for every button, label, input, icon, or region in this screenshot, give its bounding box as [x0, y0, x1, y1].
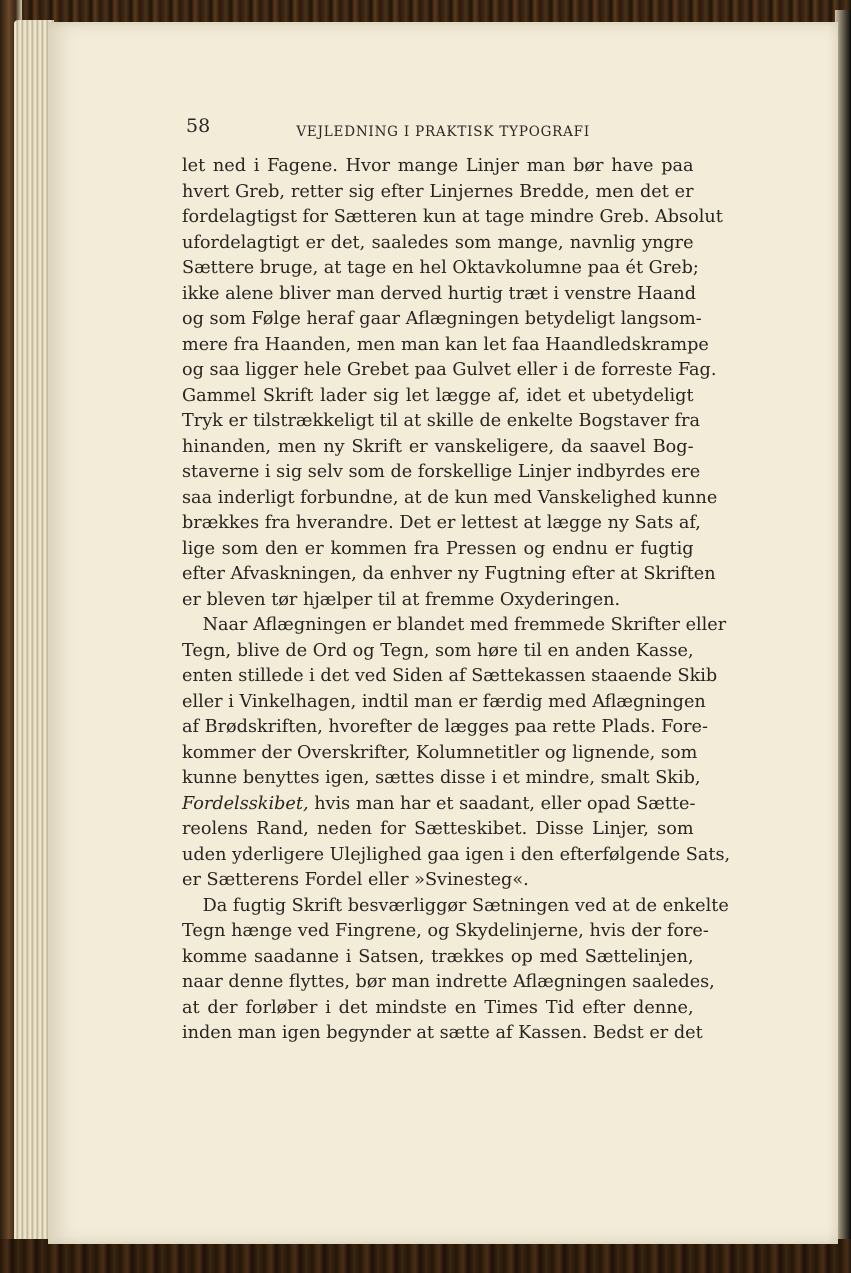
text-line: Tegn hænge ved Fingrene, og Skydelinjerne, hvis der fore-: [182, 920, 709, 941]
text-line: Gammel Skrift lader sig let lægge af, idet et ubetydeligt: [182, 384, 694, 406]
text-line: hinanden, men ny Skrift er vanskeligere, da saavel Bog-: [182, 435, 694, 457]
text-line: Da fugtig Skrift besværliggør Sætningen ved at de enkelte: [202, 894, 729, 916]
text-line: inden man igen begynder at sætte af Kassen. Bedst er det: [182, 1022, 703, 1043]
text-line: enten stillede i det ved Siden af Sættekassen staaende Skib: [182, 665, 718, 686]
text-line: ikke alene bliver man derved hurtig træt i venstre Haand: [182, 282, 697, 304]
text-line: Sættere bruge, at tage en hel Oktavkolumne paa ét Greb;: [182, 257, 699, 278]
text-line: fordelagtigst for Sætteren kun at tage mindre Greb. Absolut: [182, 206, 723, 227]
text-line: eller i Vinkelhagen, indtil man er færdig med Aflægningen: [182, 690, 706, 712]
text-line: mere fra Haanden, men man kan let faa Haandledskrampe: [182, 333, 709, 355]
text-line: kommer der Overskrifter, Kolumnetitler og lignende, som: [182, 741, 698, 763]
body-text: [182, 153, 731, 1046]
text-line: saa inderligt forbundne, at de kun med Vanskelighed kunne: [182, 486, 718, 508]
text-line: at der forløber i det mindste en Times Tid efter denne,: [182, 996, 694, 1018]
text-line: brækkes fra hverandre. Det er lettest at lægge ny Sats af,: [182, 512, 701, 533]
running-head: VEJLEDNING I PRAKTISK TYPOGRAFI: [296, 124, 590, 140]
text-line: uden yderligere Ulejlighed gaa igen i den efterfølgende Sats,: [182, 843, 731, 865]
text-line-with-italic: [182, 791, 694, 817]
book-binding-bottom: [0, 1239, 851, 1273]
page-header: [186, 114, 590, 154]
page-number: 58: [186, 115, 211, 137]
text-line: ufordelagtigt er det, saaledes som mange, navnlig yngre: [182, 231, 694, 253]
text-line: efter Afvaskningen, da enhver ny Fugtning efter at Skriften: [182, 563, 716, 584]
text-line: Tryk er tilstrækkeligt til at skille de enkelte Bogstaver fra: [182, 410, 700, 431]
text-line: og saa ligger hele Grebet paa Gulvet eller i de forreste Fag.: [182, 359, 717, 380]
text-line: er Sætterens Fordel eller »Svinesteg«.: [182, 869, 529, 890]
text-line-rest: hvis man har et saadant, eller opad Sætte-: [314, 792, 696, 814]
book-binding-top: [0, 0, 851, 24]
text-line: er bleven tør hjælper til at fremme Oxyderingen.: [182, 588, 621, 610]
text-line: komme saadanne i Satsen, trækkes op med Sættelinjen,: [182, 945, 694, 967]
text-line: naar denne flyttes, bør man indrette Aflægningen saaledes,: [182, 971, 715, 992]
text-line: og som Følge heraf gaar Aflægningen betydeligt langsom-: [182, 308, 702, 329]
text-line: staverne i sig selv som de forskellige Linjer indbyrdes ere: [182, 461, 701, 482]
text-line: lige som den er kommen fra Pressen og endnu er fugtig: [182, 537, 694, 559]
text-line: reolens Rand, neden for Sætteskibet. Disse Linjer, som: [182, 818, 694, 839]
text-line: af Brødskriften, hvorefter de lægges paa rette Plads. Fore-: [182, 716, 708, 737]
text-line: Tegn, blive de Ord og Tegn, som høre til en anden Kasse,: [182, 639, 694, 661]
text-line: let ned i Fagene. Hvor mange Linjer man bør have paa: [182, 155, 694, 176]
text-line: hvert Greb, retter sig efter Linjernes Bredde, men det er: [182, 180, 694, 202]
italic-term: Fordelsskibet,: [182, 792, 309, 814]
text-line: Naar Aflægningen er blandet med fremmede Skrifter eller: [202, 614, 727, 635]
text-line: kunne benyttes igen, sættes disse i et mindre, smalt Skib,: [182, 767, 701, 788]
